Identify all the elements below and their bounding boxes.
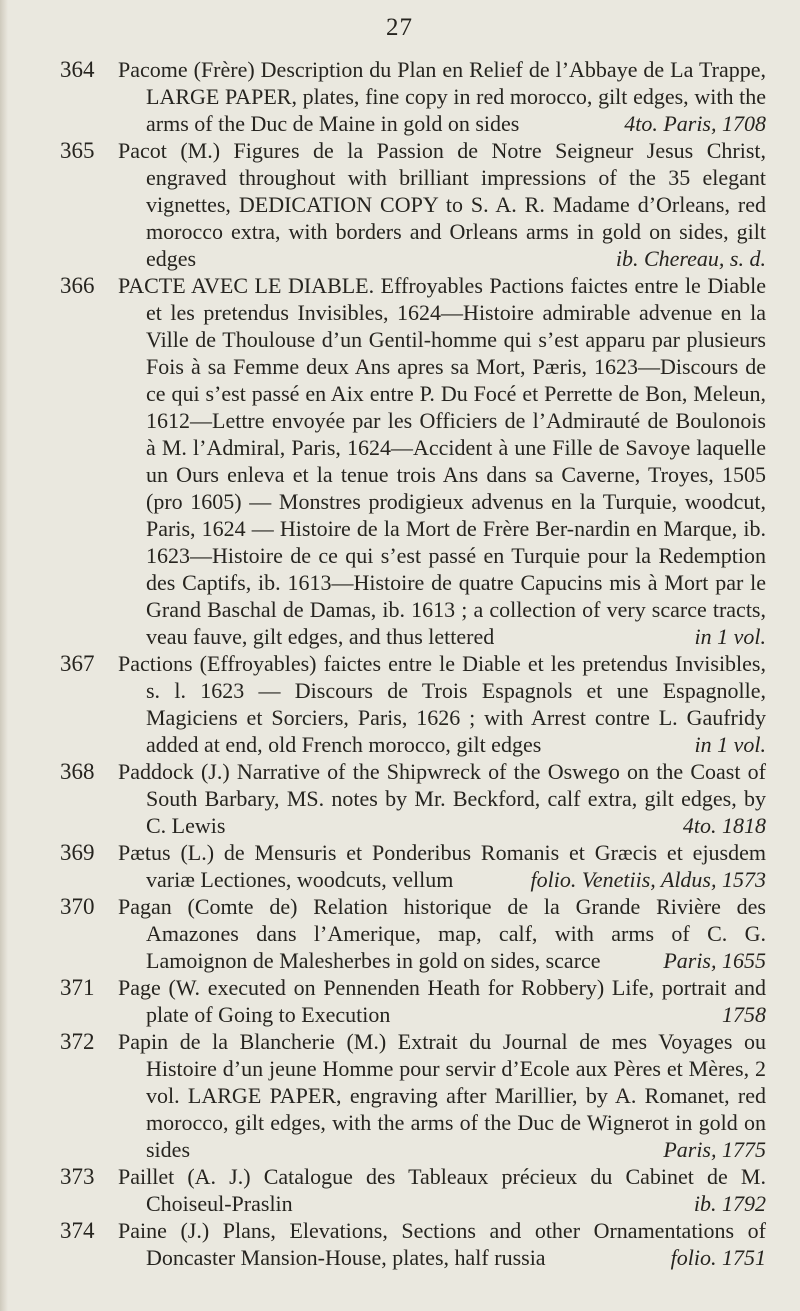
entry-description: Pacot (M.) Figures de la Passion de Notre Seigneur Jesus Christ, engraved throughout with brilliant impressions of the 35 elegant vignettes, DEDICATION COPY to S. A. R. Madame d’Orleans, red morocco extra, with borders and Orleans arms in gold on sides, gilt edges	[118, 138, 766, 271]
page-number: 27	[386, 14, 413, 41]
entry-description: Pætus (L.) de Mensuris et Ponderibus Romanis et Græcis et ejusdem variæ Lectiones, woodcuts, vellum	[118, 840, 766, 892]
entry-imprint: 1758	[722, 1002, 766, 1027]
entry-imprint: ib. Chereau, s. d.	[615, 246, 766, 271]
entry-number: 372	[60, 1029, 95, 1054]
entry-imprint: folio. 1751	[670, 1245, 766, 1270]
entry-description: PACTE AVEC LE DIABLE. Effroyables Pactions faictes entre le Diable et les pretendus Invisibles, 1624—Histoire admirable advenue en la Ville de Thoulouse d’un Gentil-homme qui s’est apparu par plusieurs Fois à sa Femme deux Ans apres sa Mort, Pæris, 1623—Discours de ce qui s’est passé en Aix entre P. Du Focé et Perrette de Bon, Meleun, 1612—Lettre envoyée par les Officiers de l’Admirauté de Boulonois à M. l’Admiral, Paris, 1624—Accident à une Fille de Savoye laquelle un Ours enleva et la tenue trois Ans dans sa Caverne, Troyes, 1505 (pro 1605) — Monstres prodigieux advenus en la Turquie, woodcut, Paris, 1624 — Histoire de la Mort de Frère Ber-nardin en Marque, ib. 1623—Histoire de ce qui s’est passé en Turquie pour la Redemption des Captifs, ib. 1613—Histoire de quatre Capucins mis à Mort par le Grand Baschal de Damas, ib. 1613 ; a collection of very scarce tracts, veau fauve, gilt edges, and thus lettered	[118, 273, 766, 649]
entry-number: 373	[60, 1164, 95, 1189]
entry-number: 369	[60, 840, 95, 865]
entry-imprint: Paris, 1775	[663, 1137, 766, 1162]
page-edge-shadow	[0, 0, 8, 1311]
entry-text	[118, 137, 766, 272]
entry-text	[118, 839, 766, 893]
entry-description: Pacome (Frère) Description du Plan en Relief de l’Abbaye de La Trappe, LARGE PAPER, plates, fine copy in red morocco, gilt edges, with the arms of the Duc de Maine in gold on sides	[118, 57, 766, 136]
entry-text	[118, 1028, 766, 1163]
entry-number: 365	[60, 138, 95, 163]
entry-text	[118, 974, 766, 1028]
entry-text	[118, 893, 766, 974]
entry-text	[118, 1163, 766, 1217]
entry-number: 371	[60, 975, 95, 1000]
entry-description: Papin de la Blancherie (M.) Extrait du Journal de mes Voyages ou Histoire d’un jeune Homme pour servir d’Ecole aux Pères et Mères, 2 vol. LARGE PAPER, engraving after Marillier, by A. Romanet, red morocco, gilt edges, with the arms of the Duc de Wignerot in gold on sides	[118, 1029, 766, 1162]
entry-text	[118, 272, 766, 650]
entry-imprint: 4to. Paris, 1708	[624, 111, 766, 136]
entry-description: Pactions (Effroyables) faictes entre le Diable et les pretendus Invisibles, s. l. 1623 — Discours de Trois Espagnols et une Espagnolle, Magiciens et Sorciers, Paris, 1626 ; with Arrest contre L. Gaufridy added at end, old French morocco, gilt edges	[118, 651, 766, 757]
entry-description: Page (W. executed on Pennenden Heath for Robbery) Life, portrait and plate of Going to Execution	[118, 975, 766, 1027]
entry-description: Paine (J.) Plans, Elevations, Sections and other Ornamentations of Doncaster Mansion-House, plates, half russia	[118, 1218, 766, 1270]
entry-imprint: in 1 vol.	[694, 624, 766, 649]
entry-number: 368	[60, 759, 95, 784]
entry-number: 366	[60, 273, 95, 298]
entry-imprint: ib. 1792	[693, 1191, 766, 1216]
entry-text	[118, 758, 766, 839]
entry-number: 374	[60, 1218, 95, 1243]
entry-description: Paddock (J.) Narrative of the Shipwreck of the Oswego on the Coast of South Barbary, MS. notes by Mr. Beckford, calf extra, gilt edges, by C. Lewis	[118, 759, 766, 838]
entry-text	[118, 1217, 766, 1271]
entry-text	[118, 56, 766, 137]
entry-description: Paillet (A. J.) Catalogue des Tableaux précieux du Cabinet de M. Choiseul-Praslin	[118, 1164, 766, 1216]
entry-text	[118, 650, 766, 758]
entry-description: Pagan (Comte de) Relation historique de la Grande Rivière des Amazones dans l’Amerique, map, calf, with arms of C. G. Lamoignon de Malesherbes in gold on sides, scarce	[118, 894, 766, 973]
entry-imprint: 4to. 1818	[682, 813, 766, 838]
entry-number: 367	[60, 651, 95, 676]
entry-number: 364	[60, 57, 95, 82]
entry-imprint: Paris, 1655	[663, 948, 766, 973]
entry-number: 370	[60, 894, 95, 919]
entry-imprint: in 1 vol.	[694, 732, 766, 757]
entry-imprint: folio. Venetiis, Aldus, 1573	[530, 867, 766, 892]
